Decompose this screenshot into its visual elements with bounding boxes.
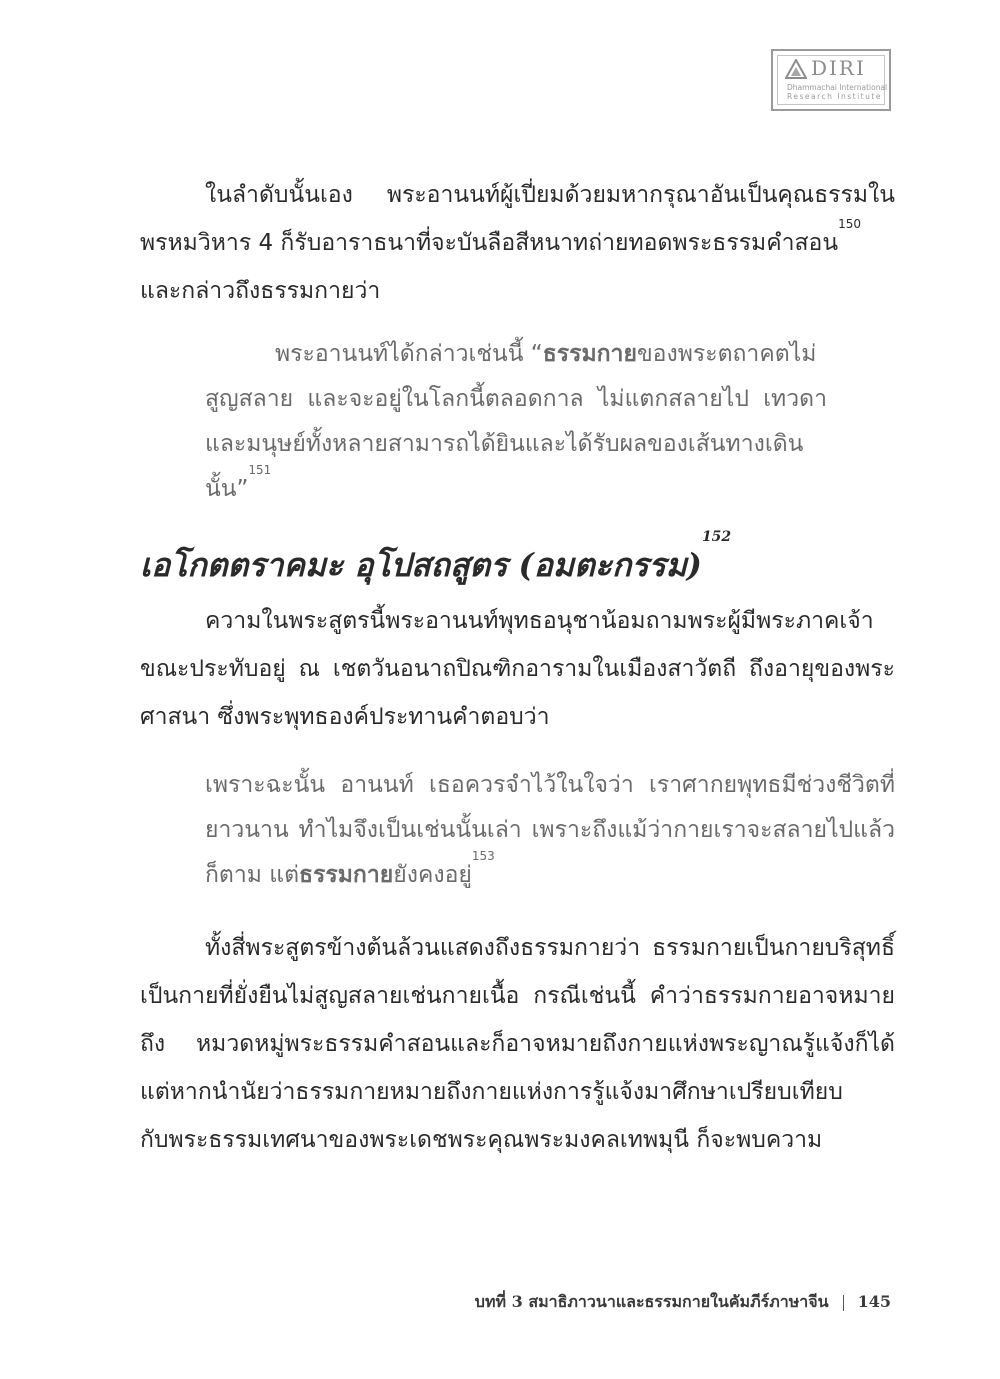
quote1-line2: สูญสลาย และจะอยู่ในโลกนี้ตลอดกาล ไม่แตกสลายไป เทวดา xyxy=(205,386,827,412)
para1-line3: และกล่าวถึงธรรมกายว่า xyxy=(140,278,381,304)
logo-subtitle-1: Dhammachai International xyxy=(787,83,888,92)
quote2-line2: ยาวนาน ทำไมจึงเป็นเช่นนั้นเล่า เพราะถึงแม้ว่ากายเราจะสลายไปแล้ว xyxy=(205,817,895,843)
page-footer xyxy=(475,1290,891,1315)
quote1-line4: นั้น”$^{151}$ xyxy=(205,463,272,502)
para1-line1: ในลำดับนั้นเอง พระอานนท์ผู้เปี่ยมด้วยมหากรุณาอันเป็นคุณธรรมใน xyxy=(205,182,895,208)
logo-subtitle-2: Research Institute xyxy=(787,92,882,101)
quote1-bold-term: ธรรมกาย xyxy=(542,341,637,367)
quote1-line3: และมนุษย์ทั้งหลายสามารถได้ยินและได้รับผลของเส้นทางเดิน xyxy=(205,431,804,457)
para2-line2: ขณะประทับอยู่ ณ เชตวันอนาถปิณฑิกอารามในเมืองสาวัตถี ถึงอายุของพระ xyxy=(140,656,895,682)
para2-line1: ความในพระสูตรนี้พระอานนท์พุทธอนุชาน้อมถามพระผู้มีพระภาคเจ้า xyxy=(205,608,874,634)
footnote-153: 153 xyxy=(471,849,495,863)
diri-logo xyxy=(771,49,891,111)
para2-line3: ศาสนา ซึ่งพระพุทธองค์ประทานคำตอบว่า xyxy=(140,704,550,730)
para1-line2: พรหมวิหาร 4 ก็รับอาราธนาที่จะบันลือสีหนาทถ่ายทอดพระธรรมคำสอน$^{150}$ xyxy=(140,217,861,256)
para3-line2: เป็นกายที่ยั่งยืนไม่สูญสลายเช่นกายเนื้อ กรณีเช่นนี้ คำว่าธรรมกายอาจหมาย xyxy=(140,983,895,1009)
footnote-152: 152 xyxy=(701,529,732,545)
para3-line1: ทั้งสี่พระสูตรข้างต้นล้วนแสดงถึงธรรมกายว่า ธรรมกายเป็นกายบริสุทธิ์ xyxy=(205,935,895,961)
para3-line5: กับพระธรรมเทศนาของพระเดชพระคุณพระมงคลเทพมุนี ก็จะพบความ xyxy=(140,1127,823,1153)
chapter-title: บทที่ 3 สมาธิภาวนาและธรรมกายในคัมภีร์ภาษาจีน xyxy=(474,1292,829,1311)
quote2-line1: เพราะฉะนั้น อานนท์ เธอควรจำไว้ในใจว่า เราศากยพุทธมีช่วงชีวิตที่ xyxy=(205,772,895,798)
footer-divider xyxy=(843,1295,844,1311)
triangle-logo-icon xyxy=(785,59,807,79)
para3-line4: แต่หากนำนัยว่าธรรมกายหมายถึงกายแห่งการรู้แจ้งมาศึกษาเปรียบเทียบ xyxy=(140,1079,843,1105)
footnote-150: 150 xyxy=(838,217,861,231)
quote1-line1: พระอานนท์ได้กล่าวเช่นนี้ “ธรรมกายของพระตถาคตไม่ xyxy=(275,341,817,367)
footnote-151: 151 xyxy=(248,463,272,477)
quote2-line3: ก็ตาม แต่ธรรมกายยังคงอยู่$^{153}$ xyxy=(205,849,495,888)
para3-line3: ถึง หมวดหมู่พระธรรมคำสอนและก็อาจหมายถึงกายแห่งพระญาณรู้แจ้งก็ได้ xyxy=(140,1031,895,1057)
logo-wordmark: DIRI xyxy=(811,56,866,80)
section-heading: เอโกตตราคมะ อุโปสถสูตร (อมตะกรรม)$^{152}$ xyxy=(140,529,732,584)
quote2-bold-term: ธรรมกาย xyxy=(299,862,394,888)
page-number: 145 xyxy=(857,1292,891,1311)
